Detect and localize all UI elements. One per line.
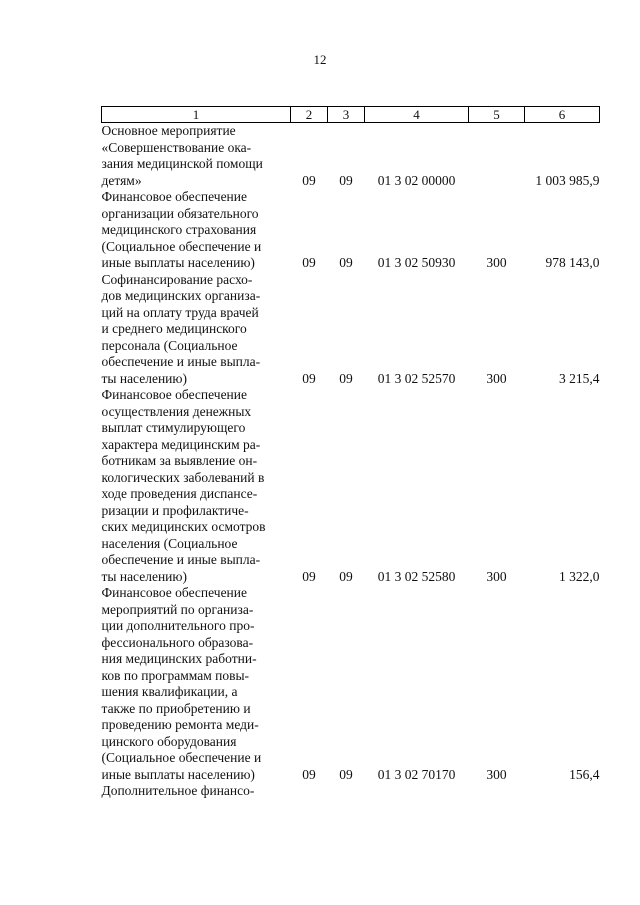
row-target-code: 01 3 02 50930 (377, 255, 456, 270)
row-expense-type: 300 (486, 568, 507, 584)
row-section (291, 783, 328, 800)
row-name: Финансовое обеспечение мероприятий по организа- ции дополнительного про- фессионального образова- ния медицинских работни- ков по программам повы- шения квалификации, а также по приобретению и проведению ремонта меди- цинского оборудования (Социальное обеспечение и иные выплаты населению) (101, 585, 262, 782)
row-subsection: 09 (339, 568, 353, 584)
table-row (102, 585, 600, 783)
column-header-5: 5 (469, 107, 525, 123)
row-section: 09 (302, 172, 316, 188)
row-name: Финансовое обеспечение осуществления денежных выплат стимулирующего характера медицинским ра- ботникам за выявление он- кологических заболеваний в ходе проведения диспансе- ризации и профилактиче- ских медицинских осмотров населения (Социальное обеспечение и иные выпла- ты населению) (101, 387, 266, 584)
table-row (102, 189, 600, 272)
table-row (102, 387, 600, 585)
row-subsection: 09 (339, 370, 353, 386)
column-header-6: 6 (525, 107, 600, 123)
row-subsection: 09 (339, 172, 353, 188)
row-target-code: 01 3 02 00000 (377, 172, 456, 188)
row-subsection (328, 783, 365, 800)
column-header-4: 4 (365, 107, 469, 123)
column-header-2: 2 (291, 107, 328, 123)
row-section: 09 (302, 255, 316, 270)
budget-table (101, 106, 600, 800)
row-name: Финансовое обеспечение организации обязательного медицинского страхования (Социальное обеспечение и иные выплаты населению) (101, 189, 262, 270)
column-header-3: 3 (328, 107, 365, 123)
row-section: 09 (302, 370, 316, 386)
row-expense-type: 300 (486, 370, 507, 386)
row-section: 09 (302, 568, 316, 584)
row-subsection: 09 (339, 255, 353, 270)
row-name: Дополнительное финансо- (101, 783, 255, 798)
row-target-code (365, 783, 469, 800)
row-expense-type: 300 (486, 255, 507, 270)
header-row (102, 107, 600, 123)
table-row (102, 783, 600, 800)
row-target-code: 01 3 02 52570 (377, 370, 456, 386)
table-row (102, 272, 600, 388)
row-amount: 1 003 985,9 (535, 172, 600, 188)
row-name: Основное мероприятие «Совершенствование ока- зания медицинской помощи детям» (101, 123, 263, 188)
row-expense-type (469, 123, 525, 190)
row-section: 09 (302, 766, 316, 782)
row-amount: 978 143,0 (545, 255, 600, 270)
row-expense-type (469, 783, 525, 800)
page-number: 12 (313, 52, 327, 67)
row-amount: 156,4 (569, 766, 600, 782)
column-header-1: 1 (102, 107, 291, 123)
row-amount: 1 322,0 (559, 568, 600, 584)
table-row (102, 123, 600, 190)
row-name: Софинансирование расхо- дов медицинских организа- ций на оплату труда врачей и среднего медицинского персонала (Социальное обеспечение и иные выпла- ты населению) (101, 271, 261, 386)
row-expense-type: 300 (486, 766, 507, 782)
row-subsection: 09 (339, 766, 353, 782)
row-amount (525, 783, 600, 800)
row-target-code: 01 3 02 52580 (377, 568, 456, 584)
row-target-code: 01 3 02 70170 (377, 766, 456, 782)
row-amount: 3 215,4 (559, 370, 600, 386)
